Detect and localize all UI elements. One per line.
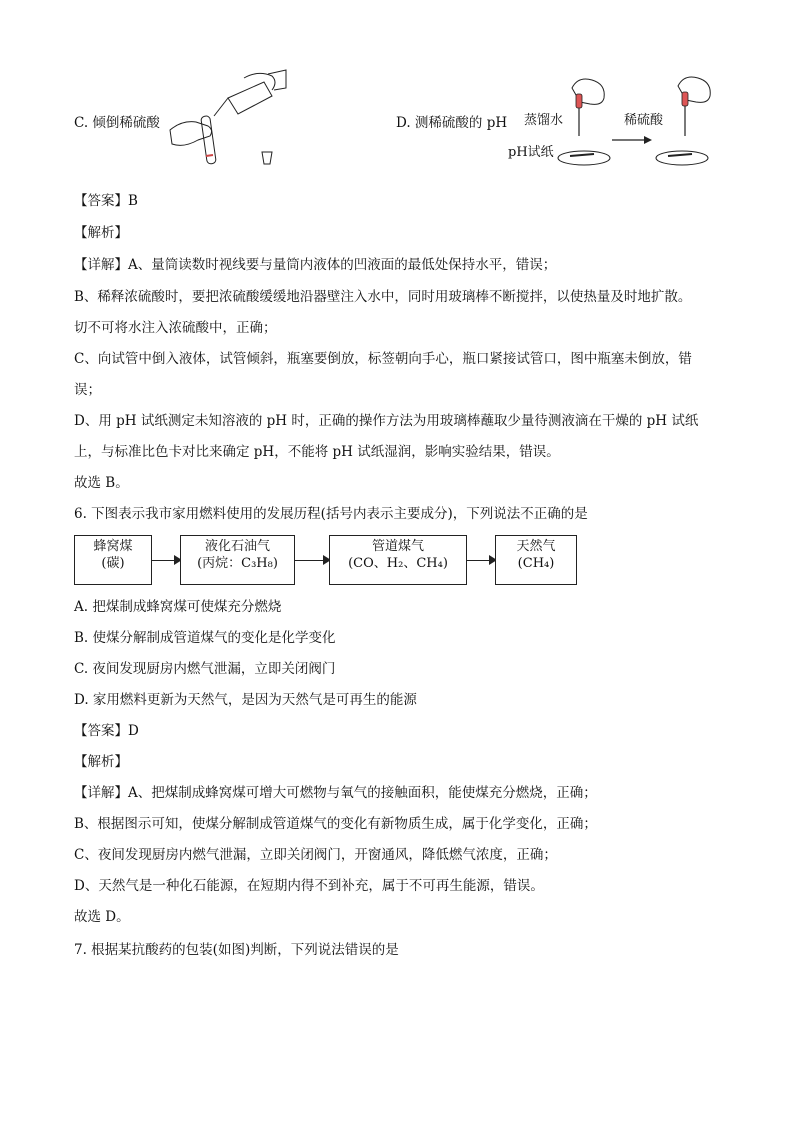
option-c-label: C. 倾倒稀硫酸: [74, 115, 160, 131]
flow-box-honeycomb-coal: [74, 535, 152, 585]
q6-detail-a: 【详解】A、把煤制成蜂窝煤可增大可燃物与氧气的接触面积，能使煤充分燃烧，正确；: [74, 785, 597, 801]
q6-stem: 6. 下图表示我市家用燃料使用的发展历程(括号内表示主要成分)，下列说法不正确的是: [74, 506, 588, 522]
q6-detail-b: B、根据图示可知，使煤分解制成管道煤气的变化有新物质生成，属于化学变化，正确；: [74, 816, 597, 832]
flow-box-component: (CH₄): [517, 556, 555, 571]
q5-answer: 【答案】B: [74, 193, 138, 209]
flow-box-pipeline-gas: [329, 535, 467, 585]
q5-detail-b1: B、稀释浓硫酸时，要把浓硫酸缓缓地沿器壁注入水中，同时用玻璃棒不断搅拌，以使热量及时地扩散。: [74, 289, 692, 305]
flow-box-component: (丙烷：C₃H₈): [197, 556, 278, 571]
flow-box-name: 蜂窝煤: [93, 539, 133, 554]
distilled-water-label: 蒸馏水: [524, 113, 564, 128]
q6-option-c: C. 夜间发现厨房内燃气泄漏，立即关闭阀门: [74, 661, 336, 677]
q5-detail-d1: D、用 pH 试纸测定未知溶液的 pH 时，正确的操作方法为用玻璃棒蘸取少量待测液滴在干燥的 pH 试纸: [74, 413, 699, 429]
q6-option-b: B. 使煤分解制成管道煤气的变化是化学变化: [74, 630, 336, 646]
flow-box-name: 液化石油气: [204, 539, 270, 554]
option-d-label: D. 测稀硫酸的 pH: [396, 115, 508, 131]
flow-box-name: 天然气: [516, 539, 556, 554]
flow-arrow: [295, 560, 329, 561]
q5-detail-a: 【详解】A、量筒读数时视线要与量筒内液体的凹液面的最低处保持水平，错误；: [74, 257, 557, 273]
flow-box-component: (碳): [101, 556, 125, 571]
q6-option-a: A. 把煤制成蜂窝煤可使煤充分燃烧: [74, 599, 282, 615]
flow-box-component: (CO、H₂、CH₄): [348, 556, 448, 571]
pour-acid-illustration: [168, 68, 288, 170]
flow-box-name: 管道煤气: [371, 539, 424, 554]
q5-detail-d2: 上，与标准比色卡对比来确定 pH，不能将 pH 试纸湿润，影响实验结果，错误。: [74, 444, 560, 460]
flow-arrow: [152, 560, 180, 561]
q5-analysis-heading: 【解析】: [74, 225, 128, 241]
q6-detail-d: D、天然气是一种化石能源，在短期内得不到补充，属于不可再生能源，错误。: [74, 878, 544, 894]
q6-analysis-heading: 【解析】: [74, 754, 128, 770]
ph-paper-label: pH试纸: [508, 145, 554, 160]
q6-detail-c: C、夜间发现厨房内燃气泄漏，立即关闭阀门，开窗通风，降低燃气浓度，正确；: [74, 847, 557, 863]
q6-answer: 【答案】D: [74, 723, 139, 739]
q6-choose: 故选 D。: [74, 909, 130, 925]
q5-detail-c2: 误；: [74, 382, 101, 398]
flow-arrow: [467, 560, 495, 561]
q7-stem: 7. 根据某抗酸药的包装(如图)判断，下列说法错误的是: [74, 942, 399, 958]
q5-detail-b2: 切不可将水注入浓硫酸中，正确；: [74, 320, 277, 336]
flow-box-natural-gas: [495, 535, 577, 585]
dilute-acid-label: 稀硫酸: [624, 113, 664, 128]
q6-option-d: D. 家用燃料更新为天然气，是因为天然气是可再生的能源: [74, 692, 417, 708]
q5-detail-c1: C、向试管中倒入液体，试管倾斜，瓶塞要倒放，标签朝向手心，瓶口紧接试管口，图中瓶塞未倒放，错: [74, 351, 692, 367]
q5-choose: 故选 B。: [74, 475, 129, 491]
flow-box-lpg: [180, 535, 295, 585]
